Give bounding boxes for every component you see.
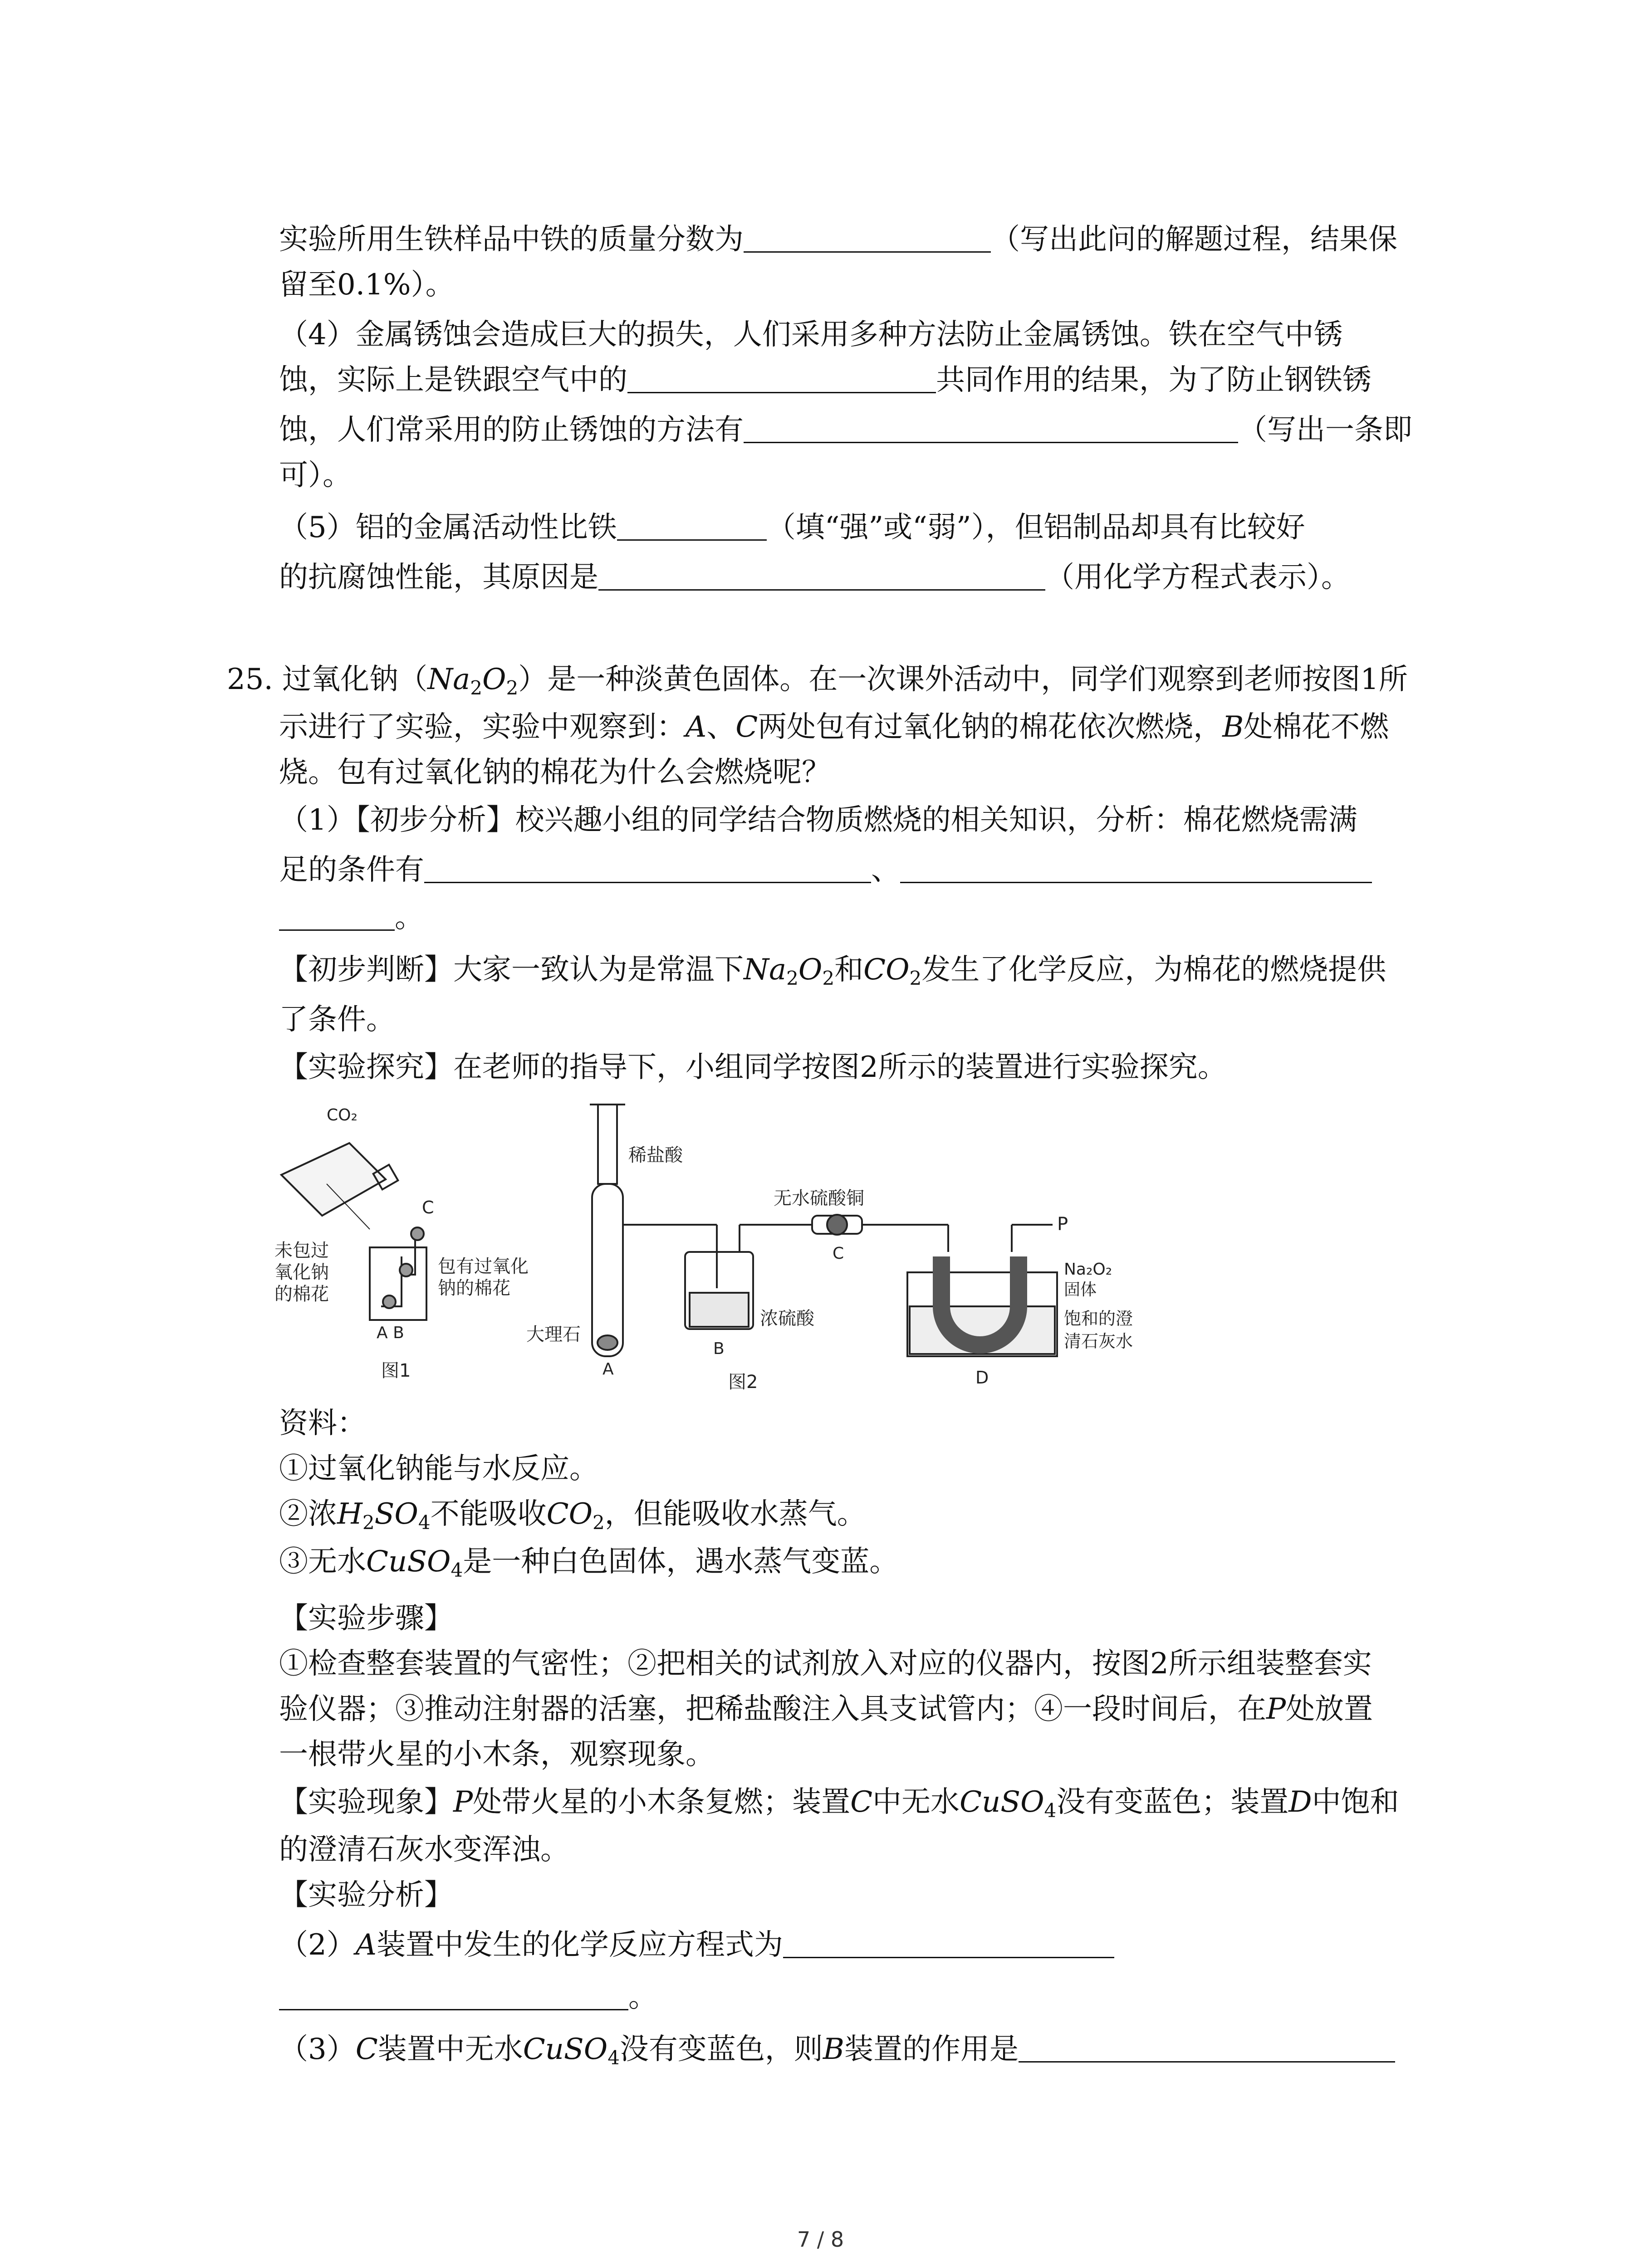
figure-2 [590,1105,1057,1356]
text: ①检查整套装置的气密性；②把相关的试剂放入对应的仪器内，按图2所示组装整套实 [279,1647,1372,1681]
phenomenon-line-2 [279,1828,1440,1872]
q25-line-2 [279,705,1440,749]
subscript: 4 [451,1559,463,1581]
text: 验仪器；③推动注射器的活塞，把稀盐酸注入具支试管内；④一段时间后，在 [279,1692,1266,1726]
q25-p2-line-1 [279,1923,1440,1967]
text: 处棉花不燃 [1244,710,1389,744]
text: 的澄清石灰水变浑浊。 [279,1833,569,1867]
formula: SO [563,2033,608,2066]
question-number: 25. [227,663,273,696]
var: P [1266,1692,1286,1726]
answer-blank[interactable] [900,853,1372,883]
text: 处放置 [1286,1692,1373,1726]
answer-blank[interactable] [744,413,1238,443]
text: （4）金属锈蚀会造成巨大的损失，人们采用多种方法防止金属锈蚀。铁在空气中锈 [279,318,1343,352]
var: C [850,1785,873,1819]
var: B [1222,710,1244,744]
formula: Cu [960,1785,1001,1819]
text: （写出一条即 [1238,413,1412,447]
apparatus-figure [272,1093,1133,1406]
res-title [279,1402,1440,1445]
text: ①过氧化钠能与水反应。 [279,1452,598,1486]
q24-p4-line-4 [279,454,1440,497]
text: 足的条件有 [279,853,424,887]
test-tube-a [592,1184,623,1356]
limewater-label-1: 饱和的澄 [1064,1309,1133,1329]
text: 过氧化钠（ [282,663,428,696]
q24-line-2 [279,263,1440,307]
text: 示进行了实验，实验中观察到： [279,710,686,744]
text: 和 [834,953,864,987]
text: 【实验分析】 [279,1878,453,1912]
q25-line-3 [279,751,1440,794]
q25-p2-line-2 [279,1975,1440,2019]
q24-p4-line-1 [279,313,1440,357]
acid-liquid [690,1293,749,1327]
text: 一根带火星的小木条，观察现象。 [279,1738,715,1771]
text: 蚀，实际上是铁跟空气中的 [279,363,627,397]
text: 【初步判断】大家一致认为是常温下 [279,953,744,987]
analysis-title [279,1873,1440,1917]
steps-title [279,1597,1440,1640]
cotton-c [411,1227,424,1240]
subscript: 2 [593,1511,605,1534]
text: 。 [395,901,424,934]
text: 装置中发生的化学反应方程式为 [376,1928,783,1962]
text: 【实验现象】 [279,1785,453,1819]
formula: Cu [366,1545,407,1579]
steps-line-1 [279,1642,1440,1686]
text: 、 [871,853,900,887]
q25-judge-line-1 [279,948,1440,992]
beaker [370,1247,426,1320]
var: C [355,2033,378,2066]
q25-p1-line-3 [279,896,1440,939]
co2-label: CO₂ [327,1106,358,1124]
na2o2-label-2: 固体 [1064,1281,1097,1299]
left-label-3: 的棉花 [274,1284,329,1305]
text: 可）。 [279,459,352,492]
text: 没有变蓝色，则 [619,2033,823,2066]
text: 。 [628,1980,657,2014]
var: C [735,710,758,744]
q25-p1-line-2 [279,848,1440,892]
q24-p5-line-1 [279,506,1440,549]
var: B [823,2033,844,2066]
left-label-2: 氧化钠 [274,1262,329,1283]
formula: Cu [523,2033,564,2066]
phenomenon-line-1 [279,1780,1440,1824]
answer-blank[interactable] [1019,2032,1395,2063]
subscript: 4 [607,2047,620,2069]
text: （5）铝的金属活动性比铁 [279,511,617,544]
q25-p1-line-1 [279,798,1440,842]
var: P [453,1785,473,1819]
formula: CO [863,953,910,987]
right-label-1: 包有过氧化 [438,1256,529,1277]
answer-blank[interactable] [424,853,871,883]
p-label: P [1057,1214,1068,1235]
text: ）是一种淡黄色固体。在一次课外活动中，同学们观察到老师按图1所 [518,663,1408,696]
q25-p3-line-1 [279,2028,1440,2071]
answer-blank[interactable] [744,222,991,253]
text: 是一种白色固体，遇水蒸气变蓝。 [463,1545,899,1579]
formula: Na [427,663,470,696]
res-2 [279,1492,1440,1536]
text: 发生了化学反应，为棉花的燃烧提供 [921,953,1386,987]
label-c: C [422,1198,434,1217]
label-d: D [975,1368,989,1388]
answer-blank[interactable] [598,560,1045,591]
text: 蚀，人们常采用的防止锈蚀的方法有 [279,413,744,447]
cotton-b [400,1264,412,1276]
text: 中无水 [872,1785,960,1819]
formula: CO [546,1497,593,1531]
res-3 [279,1540,1440,1584]
q25-line-1 [227,658,1408,701]
fig1-caption: 图1 [381,1360,411,1381]
text: ③无水 [279,1545,366,1579]
text: （填“强”或“弱”），但铝制品却具有比较好 [766,511,1305,544]
formula: O [482,663,506,696]
na2o2-label-1: Na₂O₂ [1064,1260,1112,1279]
text: 资料： [279,1407,366,1440]
steps-line-2 [279,1687,1440,1731]
text: 处带火星的小木条复燃；装置 [473,1785,851,1819]
text: 中饱和 [1312,1785,1399,1819]
var: D [1288,1785,1312,1819]
q25-judge-line-2 [279,998,1440,1041]
cuso4-label: 无水硫酸铜 [774,1188,864,1209]
syringe [598,1105,617,1184]
label-c2: C [833,1244,844,1263]
hcl-label: 稀盐酸 [628,1145,683,1166]
text: 装置的作用是 [844,2033,1019,2066]
answer-blank[interactable] [279,1980,628,2010]
formula: SO [407,1545,451,1579]
text: 两处包有过氧化钠的棉花依次燃烧， [758,710,1223,744]
text: 【实验探究】在老师的指导下，小组同学按图2所示的装置进行实验探究。 [279,1051,1227,1084]
steps-line-3 [279,1733,1440,1776]
answer-blank[interactable] [783,1928,1114,1958]
label-ab: A B [377,1324,404,1342]
label-b: B [713,1339,725,1358]
subscript: 2 [362,1511,375,1534]
label-a: A [603,1360,614,1378]
text: （写出此问的解题过程，结果保 [991,223,1397,256]
var: A [686,710,707,744]
answer-blank[interactable] [617,510,767,541]
subscript: 4 [1044,1799,1057,1822]
text: 、 [706,710,736,744]
subscript: 4 [418,1511,431,1534]
formula: H [337,1497,362,1531]
var: A [355,1928,377,1962]
subscript: 2 [909,967,922,989]
text: 了条件。 [279,1003,395,1036]
answer-blank[interactable] [627,363,936,393]
subscript: 2 [822,967,835,989]
answer-blank[interactable] [279,900,395,931]
subscript: 2 [470,677,483,699]
text: 共同作用的结果，为了防止钢铁锈 [936,363,1372,397]
q25-explore [279,1046,1440,1089]
q24-line-1 [279,218,1440,261]
formula: Na [744,953,787,987]
page-number: 7 / 8 [797,2227,844,2252]
res-1 [279,1447,1440,1491]
q24-p4-line-2 [279,358,1440,402]
formula: SO [374,1497,418,1531]
text: 不能吸收 [430,1497,547,1531]
text: 烧。包有过氧化钠的棉花为什么会燃烧呢？ [279,756,831,789]
text: 装置中无水 [377,2033,523,2066]
formula: SO [1000,1785,1044,1819]
subscript: 2 [506,677,519,699]
text: 【实验步骤】 [279,1602,453,1635]
h2so4-label: 浓硫酸 [760,1308,814,1329]
cuso4-bulb [827,1215,847,1235]
left-label-1: 未包过 [274,1240,329,1261]
text: （2） [279,1928,356,1962]
co2-bottle [281,1143,386,1216]
right-label-2: 钠的棉花 [438,1278,510,1299]
text: （1）【初步分析】校兴趣小组的同学结合物质燃烧的相关知识，分析：棉花燃烧需满 [279,803,1357,837]
marble-label: 大理石 [526,1324,581,1345]
fig2-caption: 图2 [728,1372,758,1393]
cotton-a [383,1295,396,1308]
text: 的抗腐蚀性能，其原因是 [279,561,598,594]
text: （3） [279,2033,356,2066]
subscript: 2 [786,967,798,989]
text: ，但能吸收水蒸气。 [604,1497,866,1531]
marble [598,1335,617,1350]
text: （用化学方程式表示）。 [1045,561,1350,594]
text: 留至0.1%）。 [279,268,455,302]
q24-p4-line-3 [279,408,1440,452]
text: 没有变蓝色；装置 [1056,1785,1289,1819]
text: ②浓 [279,1497,337,1531]
limewater-label-2: 清石灰水 [1064,1331,1133,1351]
q24-p5-line-2 [279,556,1440,599]
formula: O [798,953,823,987]
text: 实验所用生铁样品中铁的质量分数为 [279,223,744,256]
